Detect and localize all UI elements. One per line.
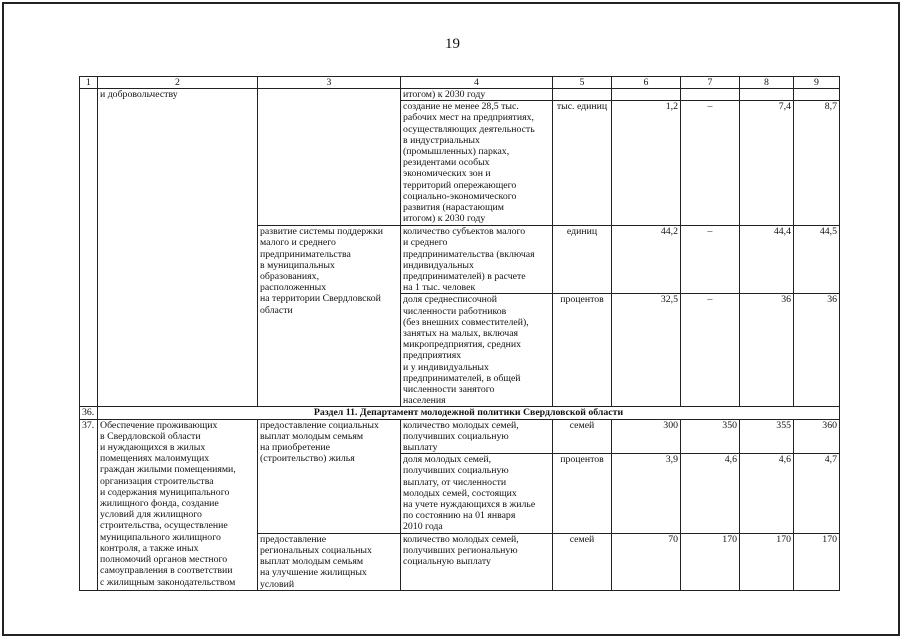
- value-cell: 1,2: [612, 101, 681, 226]
- unit-cell: единиц: [553, 226, 612, 294]
- task-text: предоставление социальных выплат молодым семьям на приобретение (строительство) жилья: [260, 419, 379, 465]
- table-header-row: [80, 77, 840, 89]
- section-title: Раздел 11. Департамент молодежной политики Свердловской области: [98, 407, 840, 419]
- header-cell: 6: [612, 77, 681, 89]
- header-cell: 3: [258, 77, 401, 89]
- value-cell: 44,4: [740, 226, 794, 294]
- value-cell: 7,4: [740, 101, 794, 226]
- header-cell: 7: [681, 77, 740, 89]
- value-cell: 32,5: [612, 294, 681, 407]
- goal-cell: [98, 89, 258, 407]
- unit-cell: тыс. единиц: [553, 101, 612, 226]
- value-cell: [612, 89, 681, 101]
- value-cell: 44,2: [612, 226, 681, 294]
- header-cell: 4: [401, 77, 553, 89]
- header-cell: 8: [740, 77, 794, 89]
- indicator-cell: [401, 294, 553, 407]
- unit-cell: процентов: [553, 454, 612, 533]
- indicator-text: доля молодых семей, получивших социальную выплату, от численности молодых семей, состоящих на учете нуждающихся в жилье по состоянию на 01 января 2010 года: [403, 454, 536, 533]
- value-cell: 360: [794, 419, 840, 454]
- value-cell: 44,5: [794, 226, 840, 294]
- indicator-text: доля среднесписочной численности работников (без внешних совместителей), занятых на малых, включая микропредприятия, средних предприятиях и у индивидуальных предпринимателей, в общей численности занятого населения: [403, 294, 529, 407]
- header-cell: 9: [794, 77, 840, 89]
- indicators-table: [79, 76, 840, 591]
- goal-text: Обеспечение проживающих в Свердловской области и нуждающихся в жилых помещениях малоимущих граждан жилыми помещениями, организация строительства и содержания муниципального жилищного фонда, создание условий для жилищного строительства, осуществление муниципального жилищного контроля, а также иных полномочий органов местного самоуправления в соответствии с жилищным законодательством: [100, 419, 236, 588]
- header-cell: 2: [98, 77, 258, 89]
- indicator-cell: [401, 419, 553, 454]
- task-cell: [258, 89, 401, 226]
- table-row: [80, 89, 840, 101]
- unit-cell: семей: [553, 419, 612, 454]
- header-cell: 5: [553, 77, 612, 89]
- value-cell: –: [681, 226, 740, 294]
- row-number-cell: 37.: [80, 419, 98, 590]
- indicator-cell: [401, 89, 553, 101]
- task-text: развитие системы поддержки малого и среднего предпринимательства в муниципальных образованиях, расположенных на территории Свердловской области: [260, 226, 383, 316]
- unit-cell: семей: [553, 533, 612, 590]
- task-text: предоставление региональных социальных выплат молодым семьям на улучшение жилищных условий: [260, 533, 372, 590]
- value-cell: [740, 89, 794, 101]
- task-cell: [258, 226, 401, 407]
- value-cell: 170: [740, 533, 794, 590]
- value-cell: 170: [794, 533, 840, 590]
- goal-cell: [98, 419, 258, 590]
- indicator-text: количество субъектов малого и среднего предпринимательства (включая индивидуальных предпринимателей) в расчете на 1 тыс. человек: [403, 226, 535, 294]
- value-cell: –: [681, 294, 740, 407]
- value-cell: 8,7: [794, 101, 840, 226]
- indicator-text: количество молодых семей, получивших социальную выплату: [403, 419, 519, 454]
- value-cell: [794, 89, 840, 101]
- indicator-text: создание не менее 28,5 тыс. рабочих мест на предприятиях, осуществляющих деятельность в индустриальных (промышленных) парках, резидентами особых экономических зон и территорий опережающего социально-экономического развития (нарастающим итогом) к 2030 году: [403, 101, 535, 225]
- value-cell: 36: [740, 294, 794, 407]
- row-number-cell: [80, 89, 98, 407]
- section-row: [80, 407, 840, 419]
- row-number-cell: 36.: [80, 407, 98, 419]
- page-number: 19: [445, 36, 460, 52]
- task-cell: [258, 419, 401, 533]
- value-cell: 4,6: [740, 454, 794, 533]
- indicator-cell: [401, 533, 553, 590]
- value-cell: –: [681, 101, 740, 226]
- value-cell: 355: [740, 419, 794, 454]
- value-cell: 36: [794, 294, 840, 407]
- value-cell: 170: [681, 533, 740, 590]
- value-cell: 70: [612, 533, 681, 590]
- unit-cell: процентов: [553, 294, 612, 407]
- unit-cell: [553, 89, 612, 101]
- table-row: [80, 419, 840, 454]
- indicator-cell: [401, 101, 553, 226]
- indicator-text: количество молодых семей, получивших региональную социальную выплату: [403, 533, 519, 568]
- task-cell: [258, 533, 401, 590]
- value-cell: 4,7: [794, 454, 840, 533]
- indicator-cell: [401, 226, 553, 294]
- indicator-text: итогом) к 2030 году: [403, 89, 486, 100]
- goal-text: и добровольчеству: [100, 89, 178, 100]
- header-cell: 1: [80, 77, 98, 89]
- value-cell: 4,6: [681, 454, 740, 533]
- value-cell: 350: [681, 419, 740, 454]
- value-cell: 3,9: [612, 454, 681, 533]
- indicator-cell: [401, 454, 553, 533]
- value-cell: 300: [612, 419, 681, 454]
- value-cell: [681, 89, 740, 101]
